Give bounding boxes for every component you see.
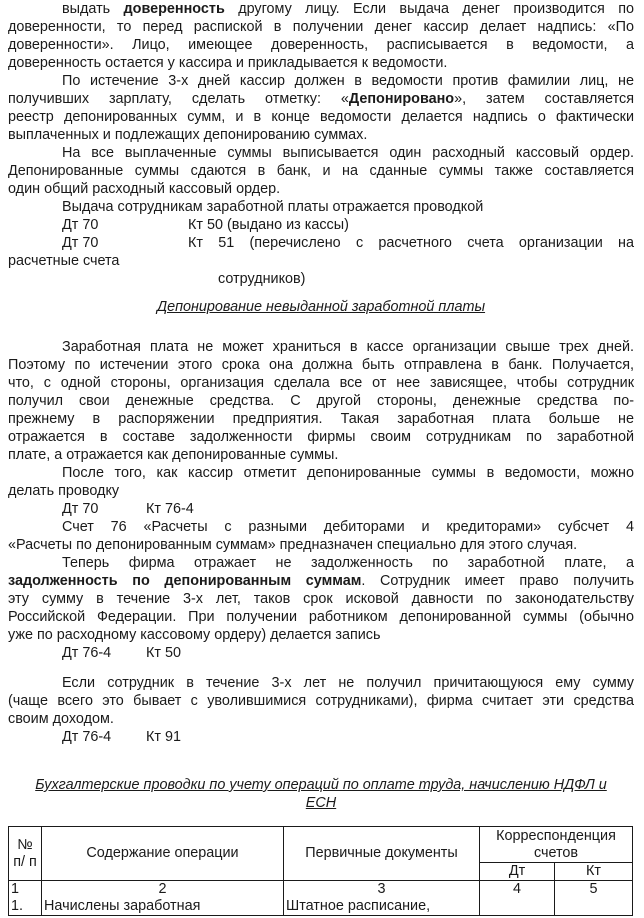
table-cell xyxy=(9,881,42,916)
header-debit: Дт xyxy=(480,863,555,881)
text-line: плате, а отражается как депонированные суммы. xyxy=(8,447,339,463)
text-line: Поэтому по истечении этого срока она должна быть отправлена в банк. Получается, xyxy=(8,357,634,373)
text-line: На все выплаченные суммы выписывается один расходный кассовый ордер. xyxy=(62,145,634,161)
primary-documents: Штатное расписание, xyxy=(286,898,431,914)
text-line: один общий расходный кассовый ордер. xyxy=(8,181,281,197)
text-line: Теперь фирма отражает не задолженность по заработной плате, а xyxy=(62,555,634,571)
table-caption-continued: ЕСН xyxy=(305,795,337,811)
entry-debit: Дт 76-4 xyxy=(62,729,112,745)
entry-credit: Кт 76-4 xyxy=(146,501,194,517)
text-line: «Расчеты по депонированным суммам» предназначен специально для этого случая. xyxy=(8,537,578,553)
text-line: уже по расходному кассовому ордеру) делается запись xyxy=(8,627,381,643)
index-cell: 3 xyxy=(377,881,386,897)
text-line: Заработная плата не может храниться в кассе организации свыше трех дней. xyxy=(62,339,634,355)
index-cell: 2 xyxy=(158,881,167,897)
text-line: По истечение 3-х дней кассир должен в ведомости против фамилии лиц, не xyxy=(62,73,634,89)
text-line: что, с одной стороны, организация сделала все от нее зависящее, чтобы сотрудник xyxy=(8,375,634,391)
text-suffix: другому лицу. Если выдача денег производится по xyxy=(224,1,634,17)
text-prefix: получивших зарплату, сделать отметку: « xyxy=(8,91,349,107)
entry-debit: Дт 70 xyxy=(62,217,99,233)
entry-credit: Кт 51 (перечислено с расчетного счета организации на xyxy=(188,235,634,251)
text-line: доверенности». Лицо, имеющее доверенность, расписывается в ведомости, а xyxy=(8,37,634,53)
text-line: реестр депонированных сумм, и в конце ведомости делается надпись о фактически xyxy=(8,109,634,125)
header-credit: Кт xyxy=(555,863,633,881)
text-line xyxy=(8,90,634,108)
text-line: Выдача сотрудникам заработной платы отражается проводкой xyxy=(62,199,484,215)
text-line: сотрудников) xyxy=(218,271,306,287)
header-docs: Первичные документы xyxy=(284,827,480,881)
text-line: отражается в составе задолженности фирмы своим сотрудникам по заработной xyxy=(8,429,634,445)
bold-term: доверенность xyxy=(123,1,225,17)
text-line: эту сумму в течение 3-х лет, таков срок исковой давности по законодательству xyxy=(8,591,634,607)
index-cell: 4 xyxy=(480,881,555,916)
entry-debit: Дт 70 xyxy=(62,501,99,517)
text-line: После того, как кассир отметит депонированные суммы в ведомости, можно xyxy=(62,465,634,481)
table-index-row xyxy=(9,881,633,916)
table-header-row xyxy=(9,827,633,863)
text-line: делать проводку xyxy=(8,483,120,499)
table-caption: Бухгалтерские проводки по учету операций по оплате труда, начислению НДФЛ и xyxy=(35,777,607,793)
text-line: прежнему в распоряжении предприятия. Такая заработная плата больше не xyxy=(8,411,634,427)
text-line: получил свои денежные средства. С другой стороны, денежные средства по- xyxy=(8,393,634,409)
table-cell xyxy=(284,881,480,916)
text-line xyxy=(62,0,634,18)
operations-table xyxy=(8,826,633,916)
text-line: доверенность остается у кассира и прикладывается к ведомости. xyxy=(8,55,448,71)
header-correspondence: Корреспонденция счетов xyxy=(480,827,633,863)
text-suffix: », затем составляется xyxy=(454,91,634,107)
entry-credit: Кт 50 xyxy=(146,645,181,661)
entry-debit: Дт 76-4 xyxy=(62,645,112,661)
text-line: выплаченных и подлежащих депонированию суммах. xyxy=(8,127,368,143)
text-line: Счет 76 «Расчеты с разными дебиторами и кредиторами» субсчет 4 xyxy=(62,519,634,535)
index-cell: 5 xyxy=(555,881,633,916)
table-cell xyxy=(42,881,284,916)
bold-term: задолженность по депонированным суммам xyxy=(8,573,362,589)
entry-debit: Дт 70 xyxy=(62,235,99,251)
text-line: Депонированные суммы сдаются в банк, и на сданные суммы также составляется xyxy=(8,163,634,179)
text-line xyxy=(8,572,634,590)
operation-content: Начислены заработная xyxy=(44,898,201,914)
entry-credit: Кт 50 (выдано из кассы) xyxy=(188,217,349,233)
text-suffix: . Сотрудник имеет право получить xyxy=(361,573,634,589)
text-prefix: выдать xyxy=(62,1,124,17)
header-content: Содержание операции xyxy=(42,827,284,881)
text-line: своим доходом. xyxy=(8,711,114,727)
header-num: № п/ п xyxy=(9,827,42,881)
entry-credit: Кт 91 xyxy=(146,729,181,745)
text-line: (чаще всего это бывает с уволившимися сотрудниками), фирма считает эти средства xyxy=(8,693,634,709)
text-line: расчетные счета xyxy=(8,253,120,269)
text-line: Российской Федерации. При получении работником депонированной суммы (обычно xyxy=(8,609,634,625)
bold-term: Депонировано xyxy=(348,91,455,107)
section-heading: Депонирование невыданной заработной платы xyxy=(156,299,486,315)
text-line: доверенности, то перед распиской в получении денег кассир делает надпись: «По xyxy=(8,19,634,35)
row-number: 1. xyxy=(11,898,24,914)
text-line: Если сотрудник в течение 3-х лет не получил причитающуюся ему сумму xyxy=(62,675,634,691)
index-cell: 1 xyxy=(11,881,20,897)
